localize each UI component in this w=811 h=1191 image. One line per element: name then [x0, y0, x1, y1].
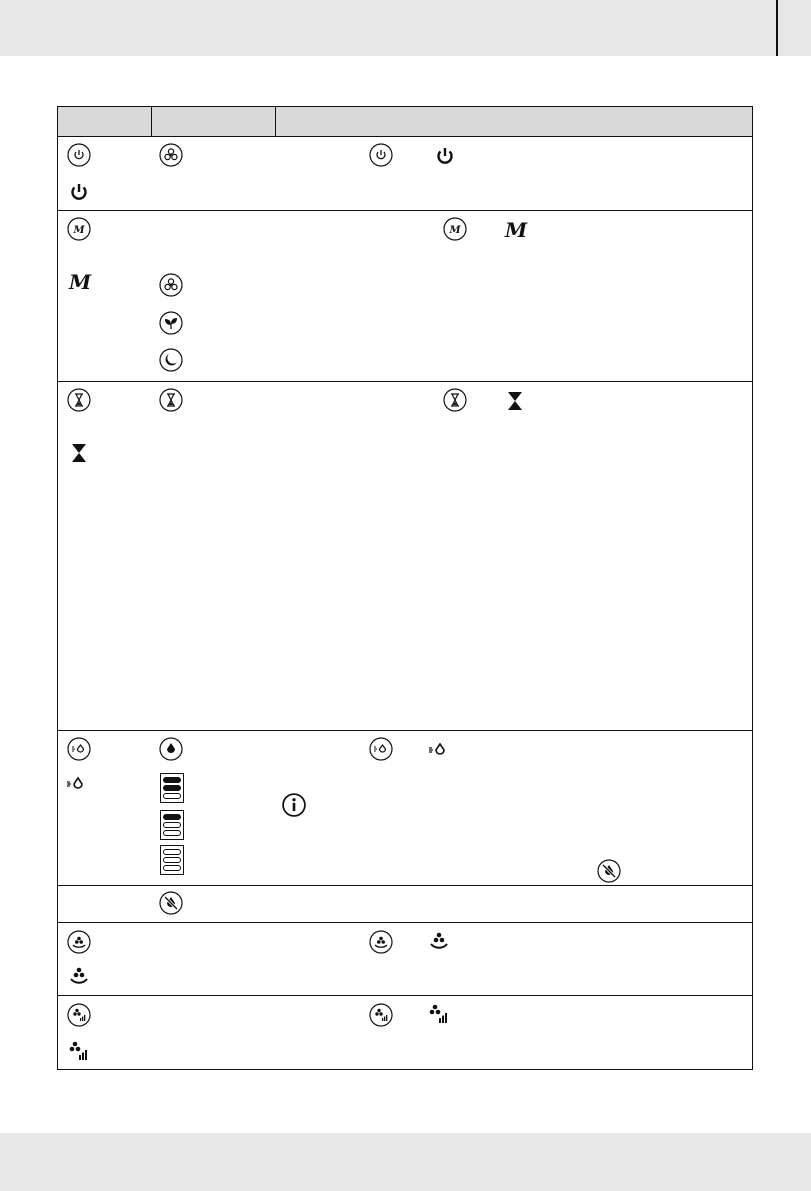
water-level-full-icon — [160, 773, 184, 803]
swing-indicator-icon — [428, 930, 450, 952]
speed-button-icon — [67, 1003, 91, 1027]
water-drop-icon — [159, 737, 183, 761]
power-button-icon — [67, 143, 91, 167]
water-level-half-icon — [160, 810, 184, 840]
header-column-divider — [275, 107, 276, 137]
mode-indicator: M — [505, 218, 528, 242]
header-column-divider — [151, 107, 152, 137]
timer-icon — [159, 388, 183, 412]
controls-table — [57, 106, 753, 1070]
svg-text:M: M — [73, 225, 85, 236]
fan-mode-icon — [159, 273, 183, 297]
no-water-icon — [159, 891, 183, 915]
row-divider — [58, 995, 752, 996]
info-icon — [282, 793, 304, 815]
row-divider — [58, 922, 752, 923]
mode-indicator: M — [69, 270, 92, 294]
row-divider — [58, 210, 752, 211]
swing-indicator-icon — [68, 965, 90, 987]
svg-text:M: M — [449, 225, 461, 236]
row-divider — [58, 730, 752, 731]
humidify-button-icon — [369, 737, 393, 761]
speed-indicator-icon — [428, 1003, 450, 1025]
humidify-button-icon — [67, 737, 91, 761]
hourglass-icon — [504, 390, 526, 412]
power-indicator-icon — [68, 181, 90, 203]
sleep-moon-icon — [159, 348, 183, 372]
mode-button-icon — [67, 217, 91, 241]
power-button-icon — [369, 143, 393, 167]
no-water-icon — [597, 859, 621, 883]
speed-indicator-icon — [68, 1040, 90, 1062]
row-divider — [58, 885, 752, 886]
swing-button-icon — [369, 930, 393, 954]
page-cut-line — [776, 0, 778, 56]
water-level-empty-icon — [160, 845, 184, 875]
swing-button-icon — [67, 930, 91, 954]
humidify-indicator-icon — [427, 739, 449, 761]
timer-button-icon — [443, 388, 467, 412]
top-margin-band — [0, 0, 811, 56]
fan-icon — [159, 143, 183, 167]
row-divider — [58, 381, 752, 382]
speed-button-icon — [369, 1003, 393, 1027]
eco-leaf-icon — [159, 311, 183, 335]
bottom-margin-band — [0, 1133, 811, 1191]
table-header-row — [58, 107, 752, 137]
mode-button-icon — [443, 217, 467, 241]
hourglass-indicator-icon — [68, 442, 90, 464]
timer-button-icon — [67, 388, 91, 412]
power-icon — [434, 145, 456, 167]
humidify-indicator-icon — [65, 773, 87, 795]
